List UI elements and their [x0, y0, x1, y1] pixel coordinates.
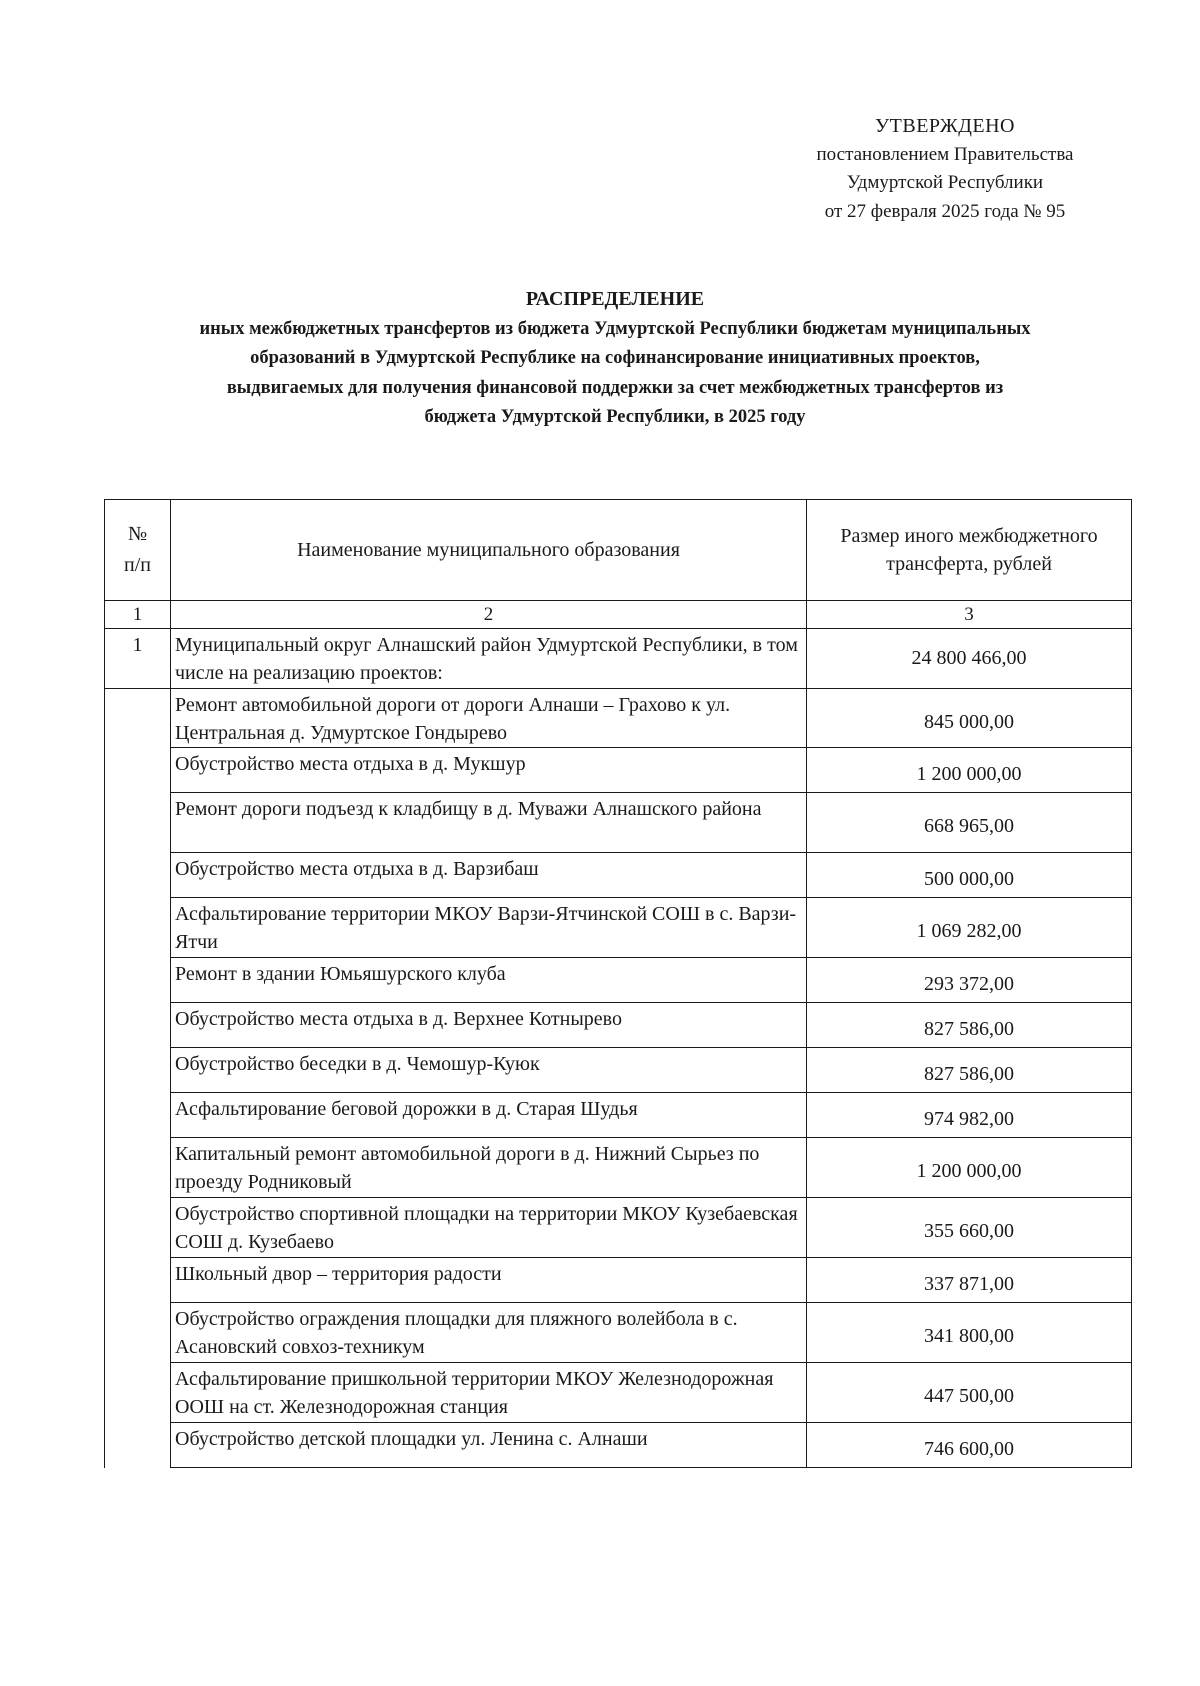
project-name: Ремонт дороги подъезд к кладбищу в д. Муважи Алнашского района: [171, 793, 807, 853]
row-number-empty: [105, 1093, 171, 1138]
header-amount: [807, 500, 1132, 601]
project-name: Асфальтирование беговой дорожки в д. Старая Шудья: [171, 1093, 807, 1138]
project-name: Обустройство ограждения площадки для пляжного волейбола в с. Асановский совхоз-техникум: [171, 1303, 807, 1363]
project-row: [105, 1198, 1132, 1258]
header-amount-line-1: Размер иного межбюджетного: [840, 525, 1098, 547]
row-number-empty: [105, 1138, 171, 1198]
column-index: 1: [105, 601, 171, 629]
project-amount: 293 372,00: [807, 958, 1132, 1003]
row-number-empty: [105, 1258, 171, 1303]
municipality-row: [105, 629, 1132, 689]
title-line-3: выдвигаемых для получения финансовой поддержки за счет межбюджетных трансфертов из: [226, 377, 1004, 398]
project-amount: 827 586,00: [807, 1048, 1132, 1093]
project-name: Асфальтирование пришкольной территории МКОУ Железнодорожная ООШ на ст. Железнодорожная станция: [171, 1363, 807, 1423]
project-row: [105, 1423, 1132, 1468]
project-amount: 355 660,00: [807, 1198, 1132, 1258]
column-index: 3: [807, 601, 1132, 629]
project-name: Обустройство детской площадки ул. Ленина с. Алнаши: [171, 1423, 807, 1468]
project-row: [105, 1303, 1132, 1363]
project-name: Обустройство места отдыха в д. Мукшур: [171, 748, 807, 793]
project-amount: 668 965,00: [807, 793, 1132, 853]
row-number-empty: [105, 1303, 171, 1363]
project-amount: 1 069 282,00: [807, 898, 1132, 958]
distribution-table: [104, 499, 1132, 1468]
project-amount: 447 500,00: [807, 1363, 1132, 1423]
row-number-empty: [105, 1363, 171, 1423]
project-row: [105, 1093, 1132, 1138]
approval-line-2: Удмуртской Республики: [846, 172, 1044, 193]
project-name: Обустройство спортивной площадки на территории МКОУ Кузебаевская СОШ д. Кузебаево: [171, 1198, 807, 1258]
row-number-empty: [105, 793, 171, 853]
municipality-amount: 24 800 466,00: [807, 629, 1132, 689]
header-number-line-1: №: [127, 523, 148, 545]
table-header-row: [105, 500, 1132, 601]
project-amount: 974 982,00: [807, 1093, 1132, 1138]
project-amount: 1 200 000,00: [807, 1138, 1132, 1198]
row-number: 1: [105, 629, 171, 689]
project-row: [105, 898, 1132, 958]
row-number-empty: [105, 1003, 171, 1048]
project-row: [105, 1363, 1132, 1423]
title-line-2: образований в Удмуртской Республике на софинансирование инициативных проектов,: [250, 348, 980, 368]
column-index-row: [105, 601, 1132, 629]
title-line-1: иных межбюджетных трансфертов из бюджета Удмуртской Республики бюджетам муниципальных: [199, 318, 1031, 339]
project-name: Обустройство места отдыха в д. Верхнее Котнырево: [171, 1003, 807, 1048]
header-number: [105, 500, 171, 601]
project-name: Школьный двор – территория радости: [171, 1258, 807, 1303]
project-row: [105, 748, 1132, 793]
project-row: [105, 958, 1132, 1003]
title-heading: РАСПРЕДЕЛЕНИЕ: [525, 288, 705, 310]
row-number-empty: [105, 1198, 171, 1258]
column-index: 2: [171, 601, 807, 629]
project-row: [105, 1138, 1132, 1198]
project-name: Асфальтирование территории МКОУ Варзи-Ятчинской СОШ в с. Варзи-Ятчи: [171, 898, 807, 958]
project-row: [105, 1003, 1132, 1048]
project-row: [105, 689, 1132, 748]
project-name: Ремонт в здании Юмьяшурского клуба: [171, 958, 807, 1003]
approval-line-1: постановлением Правительства: [816, 143, 1074, 165]
approval-line-3: от 27 февраля 2025 года № 95: [824, 200, 1066, 222]
project-amount: 500 000,00: [807, 853, 1132, 898]
row-number-empty: [105, 898, 171, 958]
project-row: [105, 793, 1132, 853]
project-amount: 341 800,00: [807, 1303, 1132, 1363]
approval-heading: УТВЕРЖДЕНО: [874, 115, 1016, 137]
header-amount-line-2: трансферта, рублей: [886, 553, 1052, 575]
project-amount: 746 600,00: [807, 1423, 1132, 1468]
row-number-empty: [105, 958, 171, 1003]
project-row: [105, 1258, 1132, 1303]
project-name: Капитальный ремонт автомобильной дороги в д. Нижний Сырьез по проезду Родниковый: [171, 1138, 807, 1198]
project-amount: 337 871,00: [807, 1258, 1132, 1303]
project-name: Ремонт автомобильной дороги от дороги Алнаши – Грахово к ул. Центральная д. Удмуртское Гондырево: [171, 689, 807, 748]
row-number-empty: [105, 1048, 171, 1093]
title-line-4: бюджета Удмуртской Республики, в 2025 году: [424, 407, 806, 427]
project-name: Обустройство места отдыха в д. Варзибаш: [171, 853, 807, 898]
row-number-empty: [105, 1423, 171, 1468]
approval-stamp: [780, 112, 1110, 226]
row-number-empty: [105, 689, 171, 748]
municipality-name: Муниципальный округ Алнашский район Удмуртской Республики, в том числе на реализацию проектов:: [171, 629, 807, 689]
header-name: Наименование муниципального образования: [171, 500, 807, 601]
row-number-empty: [105, 853, 171, 898]
project-amount: 1 200 000,00: [807, 748, 1132, 793]
project-row: [105, 1048, 1132, 1093]
project-name: Обустройство беседки в д. Чемошур-Куюк: [171, 1048, 807, 1093]
project-amount: 827 586,00: [807, 1003, 1132, 1048]
row-number-empty: [105, 748, 171, 793]
header-number-line-2: п/п: [124, 554, 151, 576]
project-amount: 845 000,00: [807, 689, 1132, 748]
project-row: [105, 853, 1132, 898]
document-title: [100, 285, 1130, 433]
